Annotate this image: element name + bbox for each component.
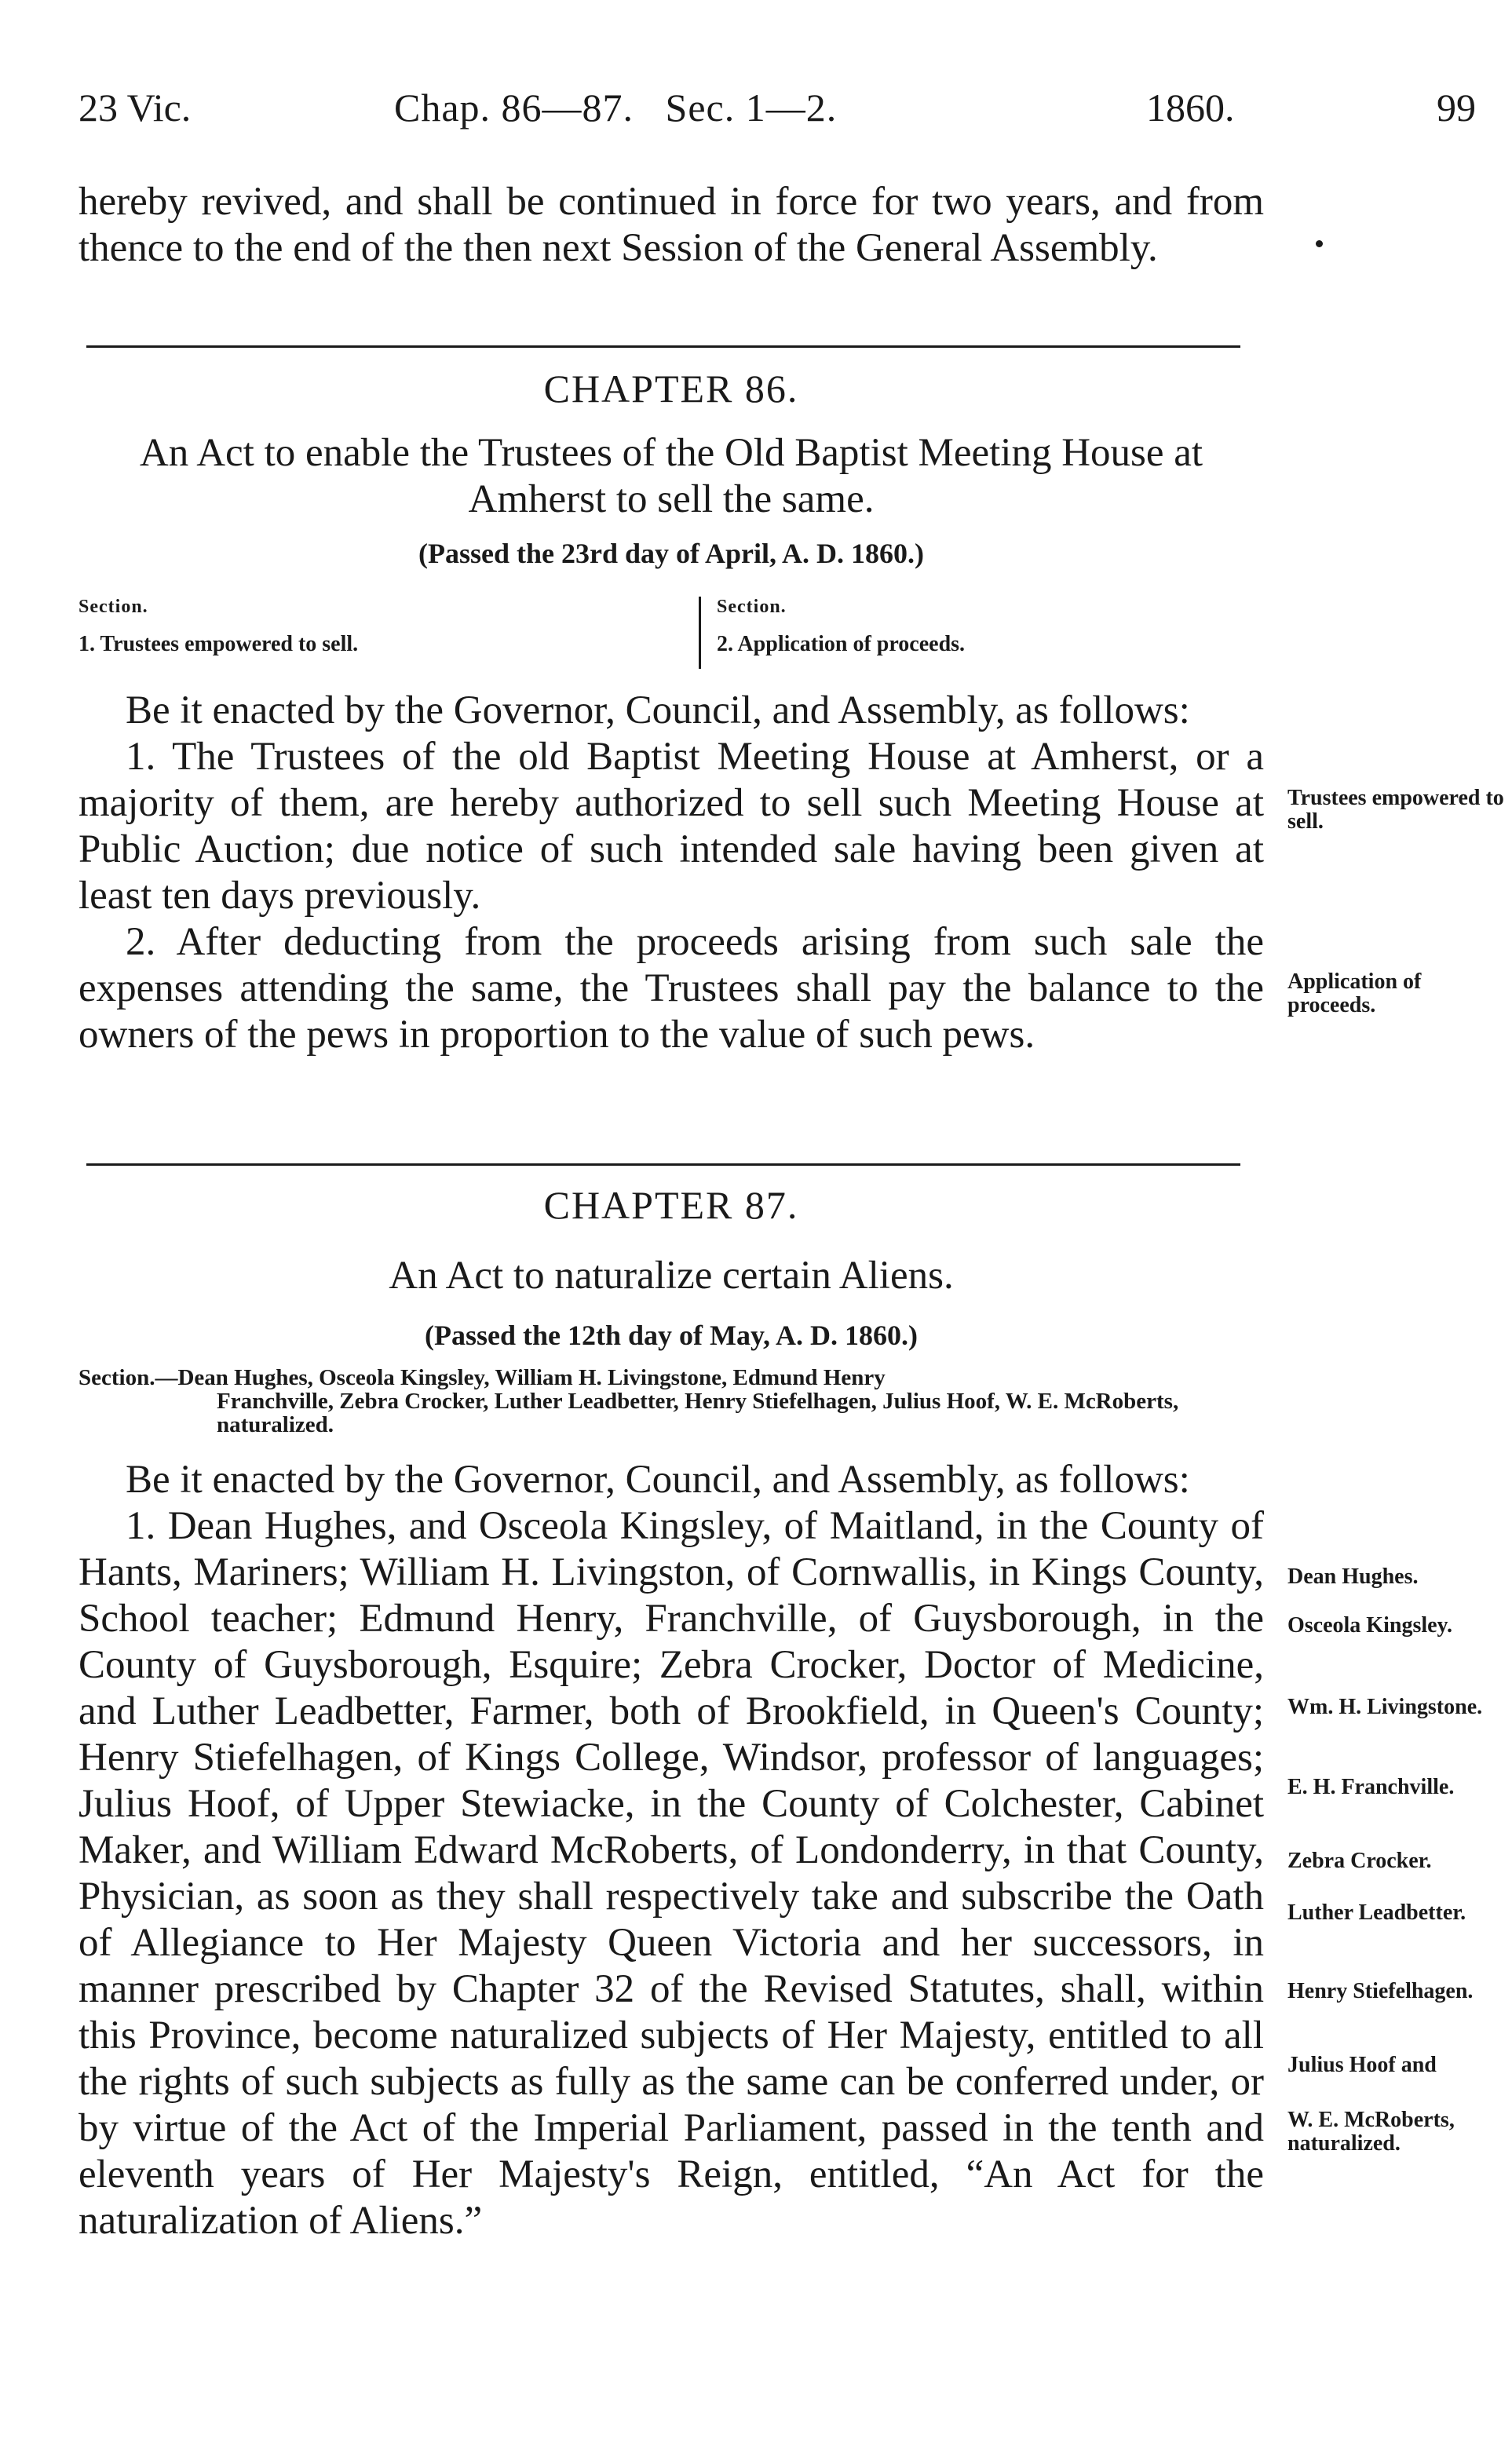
section-index-label: Section. <box>717 597 787 617</box>
enacting-clause: Be it enacted by the Governor, Council, and Assembly, as follows: <box>126 688 1190 732</box>
margin-dot <box>1316 240 1323 247</box>
chapter-86-heading: CHAPTER 86. <box>543 367 799 411</box>
section-note-line: Section.—Dean Hughes, Osceola Kingsley, William H. Livingstone, Edmund Henry <box>79 1365 886 1390</box>
margin-note: Trustees empowered to sell. <box>1287 786 1504 834</box>
divider-rule <box>86 345 1240 348</box>
continuation-paragraph: hereby revived, and shall be continued in force for two years, and from thence to the end of the then next Session of the General Assembly. <box>79 180 1264 270</box>
section-index-item-2: 2. Application of proceeds. <box>717 632 966 656</box>
chapter-87-section-note <box>79 1366 1264 1437</box>
margin-note: Luther Leadbetter. <box>1287 1900 1466 1925</box>
section-2-paragraph: 2. After deducting from the proceeds arising from such sale the expenses attending the same, the Trustees shall pay the balance to the owners of the pews in proportion to the value of such pews. <box>79 920 1264 1057</box>
section-index-column-1 <box>79 597 358 657</box>
margin-note: Dean Hughes. <box>1287 1565 1419 1589</box>
chapter-87-title: An Act to naturalize certain Aliens. <box>389 1254 954 1298</box>
margin-note: Zebra Crocker. <box>1287 1849 1432 1873</box>
chapter-86-body <box>79 688 1264 1058</box>
header-regnal-year: 23 Vic. <box>79 86 192 130</box>
margin-note: Henry Stiefelhagen. <box>1287 1979 1474 2003</box>
chapter-87-heading: CHAPTER 87. <box>543 1183 799 1227</box>
margin-note: Application of proceeds. <box>1287 969 1422 1017</box>
page-number: 99 <box>1437 86 1476 130</box>
section-index-item-1: 1. Trustees empowered to sell. <box>79 632 359 656</box>
margin-note: Julius Hoof and <box>1287 2053 1437 2077</box>
chapter-87-body <box>79 1457 1264 2244</box>
margin-note: E. H. Franchville. <box>1287 1775 1455 1799</box>
header-chapter-section: Chap. 86—87. Sec. 1—2. <box>394 86 838 130</box>
divider-rule <box>86 1163 1240 1166</box>
section-note-continuation: Franchville, Zebra Crocker, Luther Leadbetter, Henry Stiefelhagen, Julius Hoof, W. E. McRoberts, naturalized. <box>217 1389 1179 1437</box>
chapter-86-title: An Act to enable the Trustees of the Old Baptist Meeting House at Amherst to sell the same. <box>139 431 1203 521</box>
enacting-clause: Be it enacted by the Governor, Council, and Assembly, as follows: <box>126 1458 1190 1502</box>
margin-note: W. E. McRoberts, naturalized. <box>1287 2108 1455 2156</box>
section-index-label: Section. <box>79 597 148 617</box>
page-header <box>79 85 1492 140</box>
margin-note: Osceola Kingsley. <box>1287 1613 1452 1638</box>
chapter-86-passed-date: (Passed the 23rd day of April, A. D. 1860.) <box>418 538 924 569</box>
section-1-paragraph: 1. The Trustees of the old Baptist Meeting House at Amherst, or a majority of them, are hereby authorized to sell such Meeting House at Public Auction; due notice of such intended sale having been given at least ten days previously. <box>79 735 1264 918</box>
header-year: 1860. <box>1146 86 1235 130</box>
chapter-86-section-index <box>79 597 1264 675</box>
margin-note: Wm. H. Livingstone. <box>1287 1695 1483 1719</box>
section-1-paragraph: 1. Dean Hughes, and Osceola Kingsley, of Maitland, in the County of Hants, Mariners; William H. Livingston, of Cornwallis, in Kings County, School teacher; Edmund Henry, Franchville, of Guysborough, in the County of Guysborough, Esquire; Zebra Crocker, Doctor of Medicine, and Luther Leadbetter, Farmer, both of Brookfield, in Queen's County; Henry Stiefelhagen, of Kings College, Windsor, professor of languages; Julius Hoof, of Upper Stewiacke, in the County of Colchester, Cabinet Maker, and William Edward McRoberts, of Londonderry, in that County, Physician, as soon as they shall respectively take and subscribe the Oath of Allegiance to Her Majesty Queen Victoria and her successors, in manner prescribed by Chapter 32 of the Revised Statutes, shall, within this Province, become naturalized subjects of Her Majesty, entitled to all the rights of such subjects as fully as the same can be conferred under, or by virtue of the Act of the Imperial Parliament, passed in the tenth and eleventh years of Her Majesty's Reign, entitled, “An Act for the naturalization of Aliens.” <box>79 1504 1264 2243</box>
section-index-column-2 <box>699 597 965 669</box>
chapter-87-passed-date: (Passed the 12th day of May, A. D. 1860.) <box>425 1320 918 1351</box>
